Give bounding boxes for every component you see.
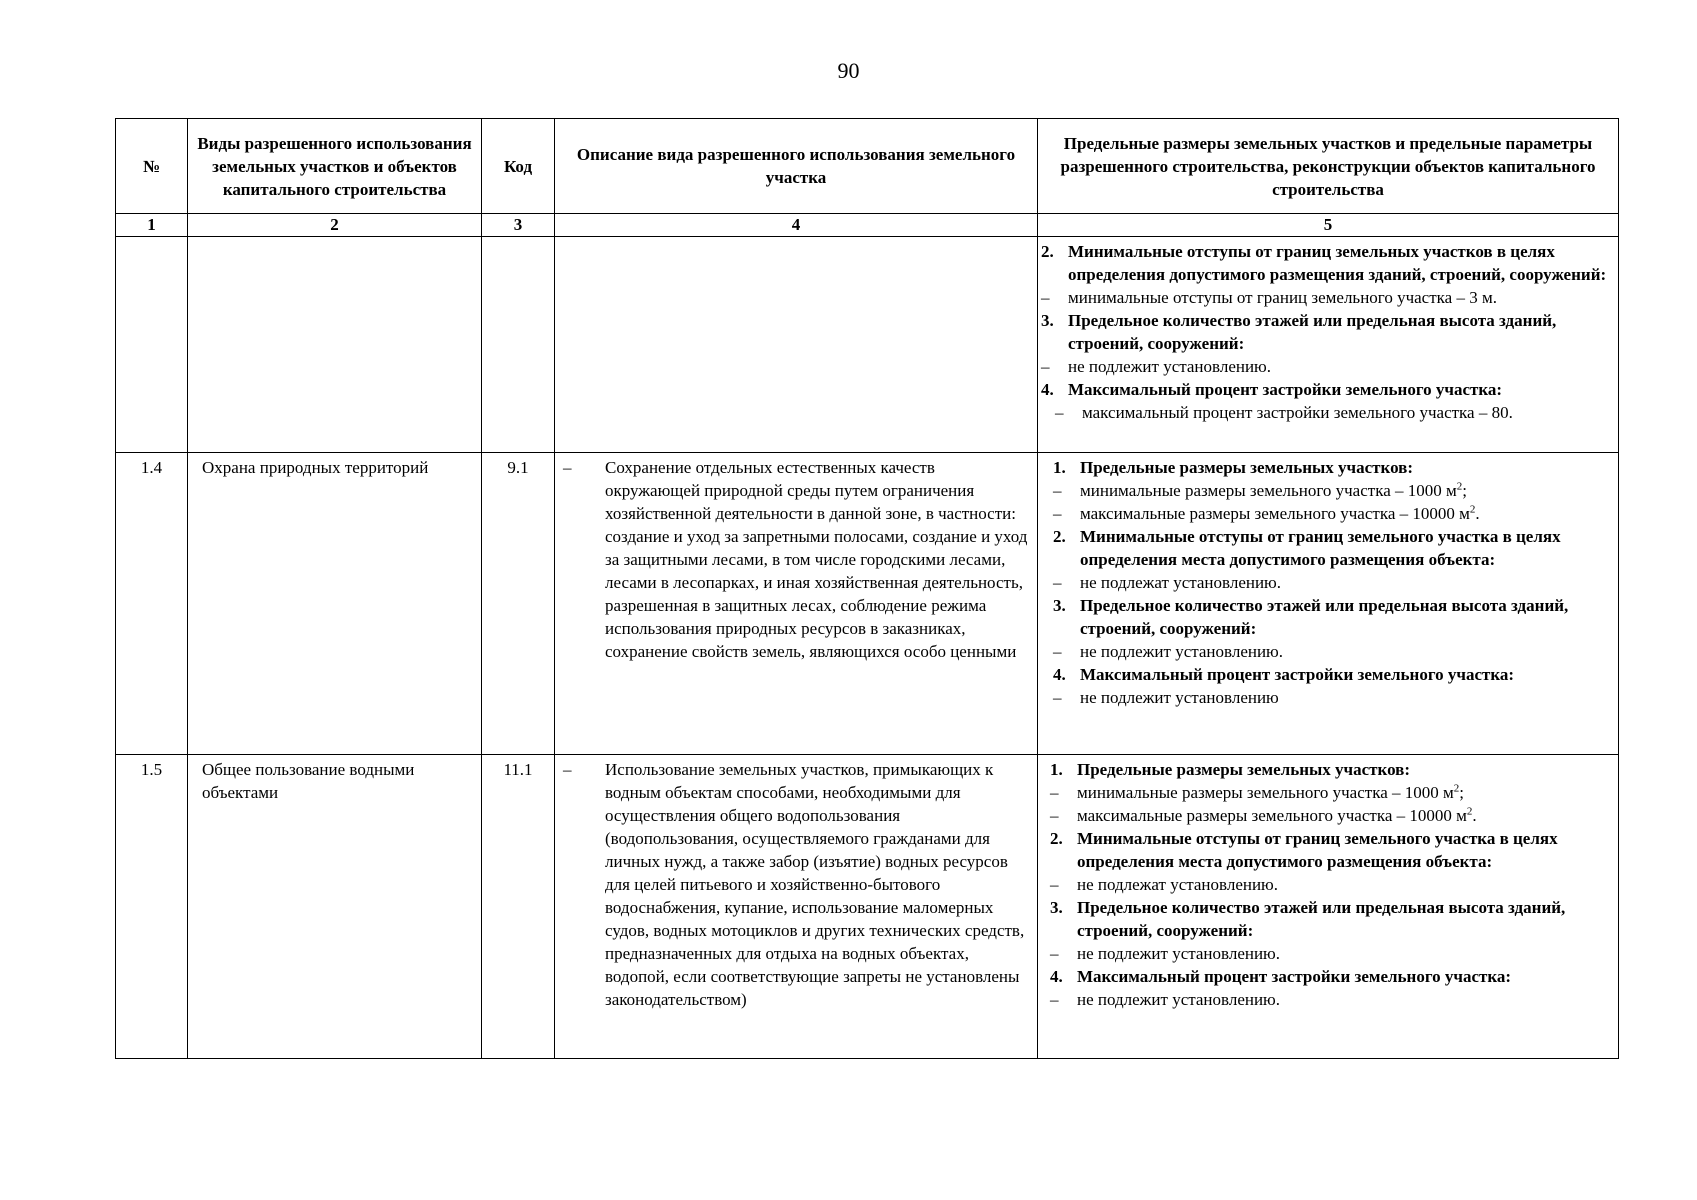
param-item: 1. Предельные размеры земельных участков: — [1050, 760, 1411, 779]
row-number: 1.4 — [116, 453, 188, 755]
description-cell: – Сохранение отдельных естественных качеств окружающей природной среды путем ограничения хозяйственной деятельности в данной зоне, в частности: создание и уход за запретными полосами, создание и уход за защитными лесами, в том числе городскими лесами, лесами в лесопарках, и иная хозяйственная деятельность, разрешенная в защитных лесах, соблюдение режима использования природных ресурсов в заказниках, сохранение свойств земель, являющихся особо ценными — [555, 453, 1038, 755]
header-use-types: Виды разрешенного использования земельных участков и объектов капитального строительства — [188, 119, 482, 214]
description-cell: – Использование земельных участков, примыкающих к водным объектам способами, необходимыми для осуществления общего водопользования (водопользования, осуществляемого гражданами для личных нужд, а также забор (изъятие) водных ресурсов для целей питьевого и хозяйственно-бытового водоснабжения, купание, использование маломерных судов, водных мотоциклов и других технических средств, предназначенных для отдыха на водных объектах, водопой, если соответствующие запреты не установлены законодательством) — [555, 755, 1038, 1059]
header-parameters: Предельные размеры земельных участков и предельные параметры разрешенного строительства, реконструкции объектов капитального строительства — [1038, 119, 1619, 214]
param-item: – минимальные отступы от границ земельного участка – 3 м. — [1041, 288, 1497, 307]
land-use-table — [115, 118, 1619, 1059]
param-item: 4. Максимальный процент застройки земельного участка: — [1053, 665, 1515, 684]
use-type-code: 9.1 — [482, 453, 555, 755]
parameters-cell — [1038, 453, 1619, 755]
page-number: 90 — [837, 58, 860, 83]
column-number: 4 — [555, 214, 1038, 237]
table-row — [116, 755, 1619, 1059]
param-item: 2. Минимальные отступы от границ земельного участка в целях определения места допустимого размещения объекта: — [1053, 527, 1561, 569]
param-item: 3. Предельное количество этажей или предельная высота зданий, строений, сооружений: — [1053, 596, 1569, 638]
header-number: № — [116, 119, 188, 214]
param-item: – не подлежат установлению. — [1053, 573, 1282, 592]
param-item: – минимальные размеры земельного участка – 1000 $м^2$; — [1053, 480, 1467, 500]
column-number: 2 — [188, 214, 482, 237]
column-number: 5 — [1038, 214, 1619, 237]
param-item: – максимальные размеры земельного участка – 10000 $м^2$. — [1050, 805, 1477, 825]
param-item: – не подлежит установлению. — [1053, 642, 1284, 661]
param-item: 4. Максимальный процент застройки земельного участка: — [1041, 380, 1503, 399]
param-item: – максимальные размеры земельного участка – 10000 $м^2$. — [1053, 503, 1480, 523]
column-number: 3 — [482, 214, 555, 237]
header-description: Описание вида разрешенного использования земельного участка — [555, 119, 1038, 214]
param-item: – максимальный процент застройки земельного участка – 80. — [1055, 403, 1513, 422]
description-text: Сохранение отдельных естественных качеств окружающей природной среды путем ограничения хозяйственной деятельности в данной зоне, в частности: создание и уход за запретными полосами, создание и уход за защитными лесами, в том числе городскими лесами, лесами в лесопарках, и иная хозяйственная деятельность, разрешенная в защитных лесах, соблюдение режима использования природных ресурсов в заказниках, сохранение свойств земель, являющихся особо ценными — [605, 458, 1028, 661]
table-row — [116, 453, 1619, 755]
use-type-code: 11.1 — [482, 755, 555, 1059]
param-item: – не подлежат установлению. — [1050, 875, 1279, 894]
parameters-cell — [1038, 237, 1619, 453]
table-row — [116, 237, 1619, 453]
param-item: – минимальные размеры земельного участка – 1000 $м^2$; — [1050, 782, 1464, 802]
param-item: – не подлежит установлению. — [1041, 357, 1272, 376]
use-type-name: Охрана природных территорий — [188, 453, 482, 755]
parameters-cell — [1038, 755, 1619, 1059]
param-item: – не подлежит установлению. — [1050, 944, 1281, 963]
row-number: 1.5 — [116, 755, 188, 1059]
param-item: 2. Минимальные отступы от границ земельных участков в целях определения допустимого размещения зданий, строений, сооружений: — [1041, 242, 1607, 284]
param-item: – не подлежит установлению — [1053, 688, 1279, 707]
use-type-name: Общее пользование водными объектами — [188, 755, 482, 1059]
param-item: 2. Минимальные отступы от границ земельного участка в целях определения места допустимого размещения объекта: — [1050, 829, 1558, 871]
header-code: Код — [482, 119, 555, 214]
param-item: 3. Предельное количество этажей или предельная высота зданий, строений, сооружений: — [1050, 898, 1566, 940]
param-item: 3. Предельное количество этажей или предельная высота зданий, строений, сооружений: — [1041, 311, 1557, 353]
column-number-row — [116, 214, 1619, 237]
param-item: 1. Предельные размеры земельных участков: — [1053, 458, 1414, 477]
param-item: – не подлежит установлению. — [1050, 990, 1281, 1009]
param-item: 4. Максимальный процент застройки земельного участка: — [1050, 967, 1512, 986]
header-row — [116, 119, 1619, 214]
description-text: Использование земельных участков, примыкающих к водным объектам способами, необходимыми для осуществления общего водопользования (водопользования, осуществляемого гражданами для личных нужд, а также забор (изъятие) водных ресурсов для целей питьевого и хозяйственно-бытового водоснабжения, купание, использование маломерных судов, водных мотоциклов и других технических средств, предназначенных для отдыха на водных объектах, водопой, если соответствующие запреты не установлены законодательством) — [605, 760, 1025, 1009]
column-number: 1 — [116, 214, 188, 237]
